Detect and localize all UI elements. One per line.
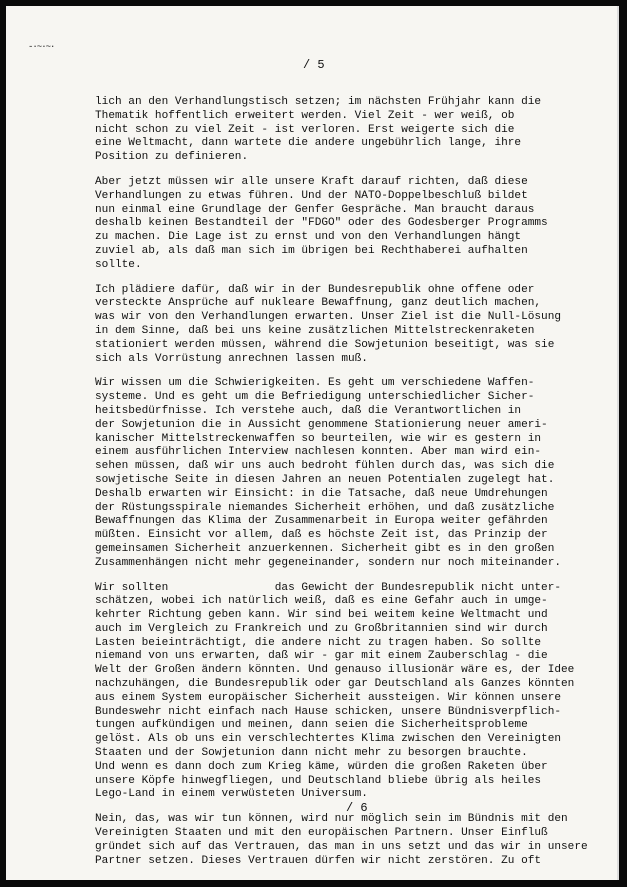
text-line: Und wenn es dann doch zum Krieg käme, würden die großen Raketen über <box>95 760 548 773</box>
text-line: schätzen, wobei ich natürlich weiß, daß es eine Gefahr auch in umge- <box>95 595 548 608</box>
text-line: einem ausführlichen Interview nachlesen konnten. Aber man wird ein- <box>95 446 542 459</box>
text-line: Verhandlungen zu etwas führen. Und der NATO-Doppelbeschluß bildet <box>95 189 528 202</box>
text-line: sich als Vorrüstung anrechnen lassen muß. <box>95 352 368 365</box>
text-line: sehen müssen, daß wir uns auch bedroht fühlen durch das, was sich die <box>95 460 555 473</box>
text-line: müßten. Einsicht vor allem, daß es höchste Zeit ist, das Prinzip der <box>95 529 548 542</box>
text-line: Zusammenhängen nicht mehr gegeneinander, sondern nur noch miteinander. <box>95 556 562 569</box>
page-number: / 5 <box>303 58 325 72</box>
text-line: Bundeswehr nicht einfach nach Hause schicken, unsere Bündnisverpflich- <box>95 705 562 718</box>
text-line: sowjetische Seite in diesen Jahren an neuen Potentialen zugelegt hat. <box>95 473 555 486</box>
text-line: unsere Köpfe hinwegfliegen, und Deutschland bliebe übrig als heiles <box>95 774 542 787</box>
paragraph <box>95 813 595 868</box>
text-line: der Sowjetunion die in Aussicht genommene Stationierung neuer ameri- <box>95 418 548 431</box>
text-line: versteckte Ansprüche auf nukleare Bewaffnung, ganz deutlich machen, <box>95 297 542 310</box>
text-line: lich an den Verhandlungstisch setzen; im nächsten Frühjahr kann die <box>95 96 542 108</box>
text-line: der Rüstungsspirale niemandes Sicherheit erhöhen, und daß zusätzliche <box>95 501 555 514</box>
paragraph <box>95 176 595 273</box>
text-line: kehrter Richtung geben kann. Wir sind bei weitem keine Weltmacht und <box>95 609 548 622</box>
text-line: Thematik hoffentlich erweitert werden. Viel Zeit - wer weiß, ob <box>95 109 515 122</box>
paragraph <box>95 284 595 367</box>
text-line: gemeinsamen Sicherheit anzuerkennen. Sicherheit gibt es in den großen <box>95 542 555 555</box>
text-line: sollte. <box>95 258 142 271</box>
text-line: deshalb keinen Bestandteil der "FDGO" oder des Godesberger Programms <box>95 217 548 230</box>
paragraph <box>95 582 595 803</box>
text-line: heitsbedürfnisse. Ich verstehe auch, daß die Verantwortlichen in <box>95 404 522 417</box>
text-line: zu machen. Die Lage ist zu ernst und von den Verhandlungen hängt <box>95 231 522 244</box>
text-line: gelöst. Als ob uns ein verschlechtertes Klima zwischen den Vereinigten <box>95 733 562 746</box>
text-line: Position zu definieren. <box>95 151 249 164</box>
text-line: Partner setzen. Dieses Vertrauen dürfen wir nicht zerstören. Zu oft <box>95 854 542 867</box>
text-line: nachzuhängen, die Bundesrepublik oder gar Deutschland als Ganzes könnten <box>95 678 575 691</box>
text-line: Vereinigten Staaten und mit den europäischen Partnern. Unser Einfluß <box>95 827 548 840</box>
continuation-marker: / 6 <box>346 801 368 815</box>
text-line: kanischer Mittelstreckenwaffen so beurteilen, wie wir es gestern in <box>95 432 542 445</box>
text-line: zuviel ab, als daß man sich im übrigen bei Rechthaberei aufhalten <box>95 244 528 257</box>
text-line: gründet sich auf das Vertrauen, das man in uns setzt und das wir in unsere <box>95 840 588 853</box>
text-line: Bewaffnungen das Klima der Zusammenarbeit in Europa weiter gefährden <box>95 515 548 528</box>
text-line: was wir von den Verhandlungen erwarten. Unser Ziel ist die Null-Lösung <box>95 311 562 324</box>
body-text <box>95 96 595 879</box>
text-line: Lasten beieinträchtigt, die andere nicht zu tragen haben. So sollte <box>95 636 542 649</box>
text-line: tungen aufkündigen und meinen, dann seien die Sicherheitsprobleme <box>95 719 528 732</box>
text-line: Ich plädiere dafür, daß wir in der Bundesrepublik ohne offene oder <box>95 283 535 296</box>
text-line: systeme. Und es geht um die Befriedigung unterschiedlicher Sicher- <box>95 391 535 404</box>
text-line: Deshalb erwarten wir Einsicht: in die Tatsache, daß neue Umdrehungen <box>95 487 548 500</box>
paragraph <box>95 96 595 165</box>
text-line: nicht schon zu viel Zeit - ist verloren. Erst weigerte sich die <box>95 123 515 136</box>
text-line: Welt der Großen ändern könnten. Und genauso illusionär wäre es, der Idee <box>95 664 575 677</box>
text-line: Nein, das, was wir tun können, wird nur möglich sein im Bündnis mit den <box>95 813 568 826</box>
text-line: Aber jetzt müssen wir alle unsere Kraft darauf richten, daß diese <box>95 175 528 188</box>
text-line: eine Weltmacht, dann wartete die andere ungebührlich lange, ihre <box>95 137 522 150</box>
text-line: in dem Sinne, daß bei uns keine zusätzlichen Mittelstreckenraketen <box>95 324 535 337</box>
text-line: Wir wissen um die Schwierigkeiten. Es geht um verschiedene Waffen- <box>95 377 535 390</box>
text-line: Wir sollten das Gewicht der Bundesrepublik nicht unter- <box>95 581 562 594</box>
text-line: Staaten und der Sowjetunion dann nicht mehr zu besorgen brauchte. <box>95 747 528 760</box>
paragraph <box>95 377 595 570</box>
text-line: stationiert werden müssen, während die Sowjetunion beseitigt, was sie <box>95 338 555 351</box>
text-line: aus einem System europäischer Sicherheit aussteigen. Wir können unsere <box>95 691 562 704</box>
text-line: nun einmal eine Grundlage der Genfer Gespräche. Man braucht daraus <box>95 203 535 216</box>
document-page <box>6 6 619 880</box>
scan-mark: -·~·~· <box>28 42 55 52</box>
text-line: niemand von uns erwarten, daß wir - gar mit einem Zauberschlag - die <box>95 650 548 663</box>
text-line: Lego-Land in einem verwüsteten Universum. <box>95 788 368 801</box>
text-line: auch im Vergleich zu Frankreich und zu Großbritannien sind wir durch <box>95 622 548 635</box>
